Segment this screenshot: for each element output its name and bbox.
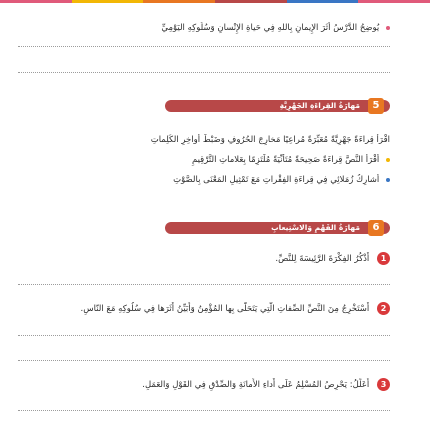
section-number-badge: 6 xyxy=(368,220,384,236)
answer-line xyxy=(18,410,390,411)
top-color-strip xyxy=(0,0,430,3)
section-title: مَهارَةُ القِراءَةِ الجَهْرِيَّةِ xyxy=(279,101,360,110)
question-number-badge: 1 xyxy=(377,252,390,265)
question-text: أُعَلِّلُ: يَحْرِصُ المُسْلِمُ عَلَى أَداءِ الأَمانَةِ وَالصِّدْقِ فِي القَوْلِ وَالعَمَلِ. xyxy=(142,380,370,390)
intro-text: يُوضِحُ الدَّرْسُ أَثَرَ الإِيمانِ بِاللهِ فِي حَياةِ الإِنْسانِ وَسُلُوكِهِ اليَوْمِيِّ xyxy=(161,23,380,33)
reading-text: أَقْرَأُ النَّصَّ قِراءَةً صَحِيحَةً مُتَأَنِّيَةً مُلْتَزِمًا بِعَلاماتِ التَّرْقِيمِ xyxy=(191,155,380,165)
section-title: مَهارَةُ الفَهْمِ وَالاسْتِيعابِ xyxy=(271,223,360,232)
dotted-divider xyxy=(18,72,390,73)
reading-text: اقْرَأْ قِراءَةً جَهْرِيَّةً مُعَبِّرَةً مُراعِيًا مَخارِجَ الحُرُوفِ وَضَبْطَ أَواخِرِ الكَلِماتِ xyxy=(150,135,390,145)
reading-text: أُشارِكُ زُمَلائِي فِي قِراءَةِ الفِقْراتِ مَعَ تَمْثِيلِ المَعْنَى بِالصَّوْتِ xyxy=(173,175,380,185)
bullet-icon xyxy=(386,26,390,30)
intro-line xyxy=(20,22,390,34)
answer-line xyxy=(18,335,390,336)
question-text: أَذْكُرُ الفِكْرَةَ الرَّئِيسَةَ لِلنَّصِّ. xyxy=(275,254,370,264)
reading-line-3 xyxy=(20,174,390,186)
section-6-header xyxy=(165,220,390,236)
question-2 xyxy=(20,302,390,316)
bullet-icon xyxy=(386,158,390,162)
bullet-icon xyxy=(386,178,390,182)
top-strip-segment xyxy=(215,0,287,3)
top-strip-segment xyxy=(143,0,215,3)
question-text: أَسْتَخْرِجُ مِنَ النَّصِّ الصِّفاتِ الَّتِي يَتَحَلَّى بِها المُؤْمِنُ وَأُبَيِّنُ أَثَرَها فِي سُلُوكِهِ مَعَ النّاسِ. xyxy=(80,304,370,314)
answer-line xyxy=(18,360,390,361)
question-3 xyxy=(20,378,390,392)
top-strip-segment xyxy=(0,0,72,3)
top-strip-segment xyxy=(287,0,359,3)
question-1 xyxy=(20,252,390,266)
reading-line-2 xyxy=(20,154,390,166)
question-number-badge: 2 xyxy=(377,302,390,315)
answer-line xyxy=(18,284,390,285)
dotted-divider xyxy=(18,46,390,47)
section-5-header xyxy=(165,98,390,114)
top-strip-segment xyxy=(358,0,430,3)
section-number-badge: 5 xyxy=(368,98,384,114)
question-number-badge: 3 xyxy=(377,378,390,391)
reading-line-1 xyxy=(20,134,390,146)
top-strip-segment xyxy=(72,0,144,3)
